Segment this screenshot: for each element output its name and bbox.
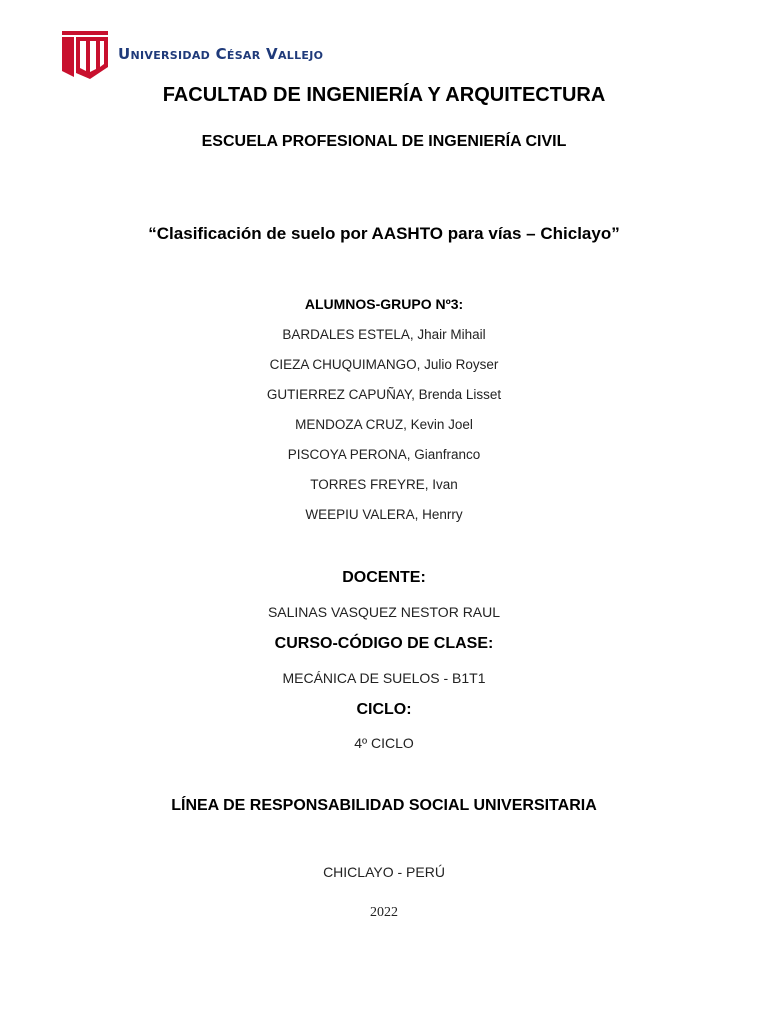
student-name: MENDOZA CRUZ, Kevin Joel — [295, 417, 473, 432]
school-heading: ESCUELA PROFESIONAL DE INGENIERÍA CIVIL — [201, 133, 567, 150]
course-value: MECÁNICA DE SUELOS - B1T1 — [282, 670, 486, 686]
course-label: CURSO-CÓDIGO DE CLASE: — [274, 635, 494, 652]
student-name: TORRES FREYRE, Ivan — [310, 477, 458, 492]
teacher-name: SALINAS VASQUEZ NESTOR RAUL — [267, 604, 501, 620]
university-logo — [60, 26, 323, 82]
cycle-label: CICLO: — [356, 701, 412, 718]
year: 2022 — [370, 905, 398, 920]
document-title: “Clasificación de suelo por AASHTO para vías – Chiclayo” — [148, 224, 620, 243]
city-country: CHICLAYO - PERÚ — [323, 864, 445, 880]
student-name: CIEZA CHUQUIMANGO, Julio Royser — [269, 357, 499, 372]
university-name: Universidad César Vallejo — [118, 45, 324, 63]
cycle-value: 4º CICLO — [354, 735, 414, 751]
student-name: BARDALES ESTELA, Jhair Mihail — [282, 327, 486, 342]
student-name: WEEPIU VALERA, Henrry — [305, 507, 463, 522]
research-line: LÍNEA DE RESPONSABILIDAD SOCIAL UNIVERSITARIA — [171, 797, 597, 814]
faculty-heading: FACULTAD DE INGENIERÍA Y ARQUITECTURA — [162, 84, 606, 106]
student-name: PISCOYA PERONA, Gianfranco — [287, 447, 481, 462]
teacher-label: DOCENTE: — [342, 569, 426, 586]
ucv-logo-icon — [60, 27, 110, 81]
students-label: ALUMNOS-GRUPO Nº3: — [304, 296, 464, 312]
student-name: GUTIERREZ CAPUÑAY, Brenda Lisset — [266, 387, 502, 402]
